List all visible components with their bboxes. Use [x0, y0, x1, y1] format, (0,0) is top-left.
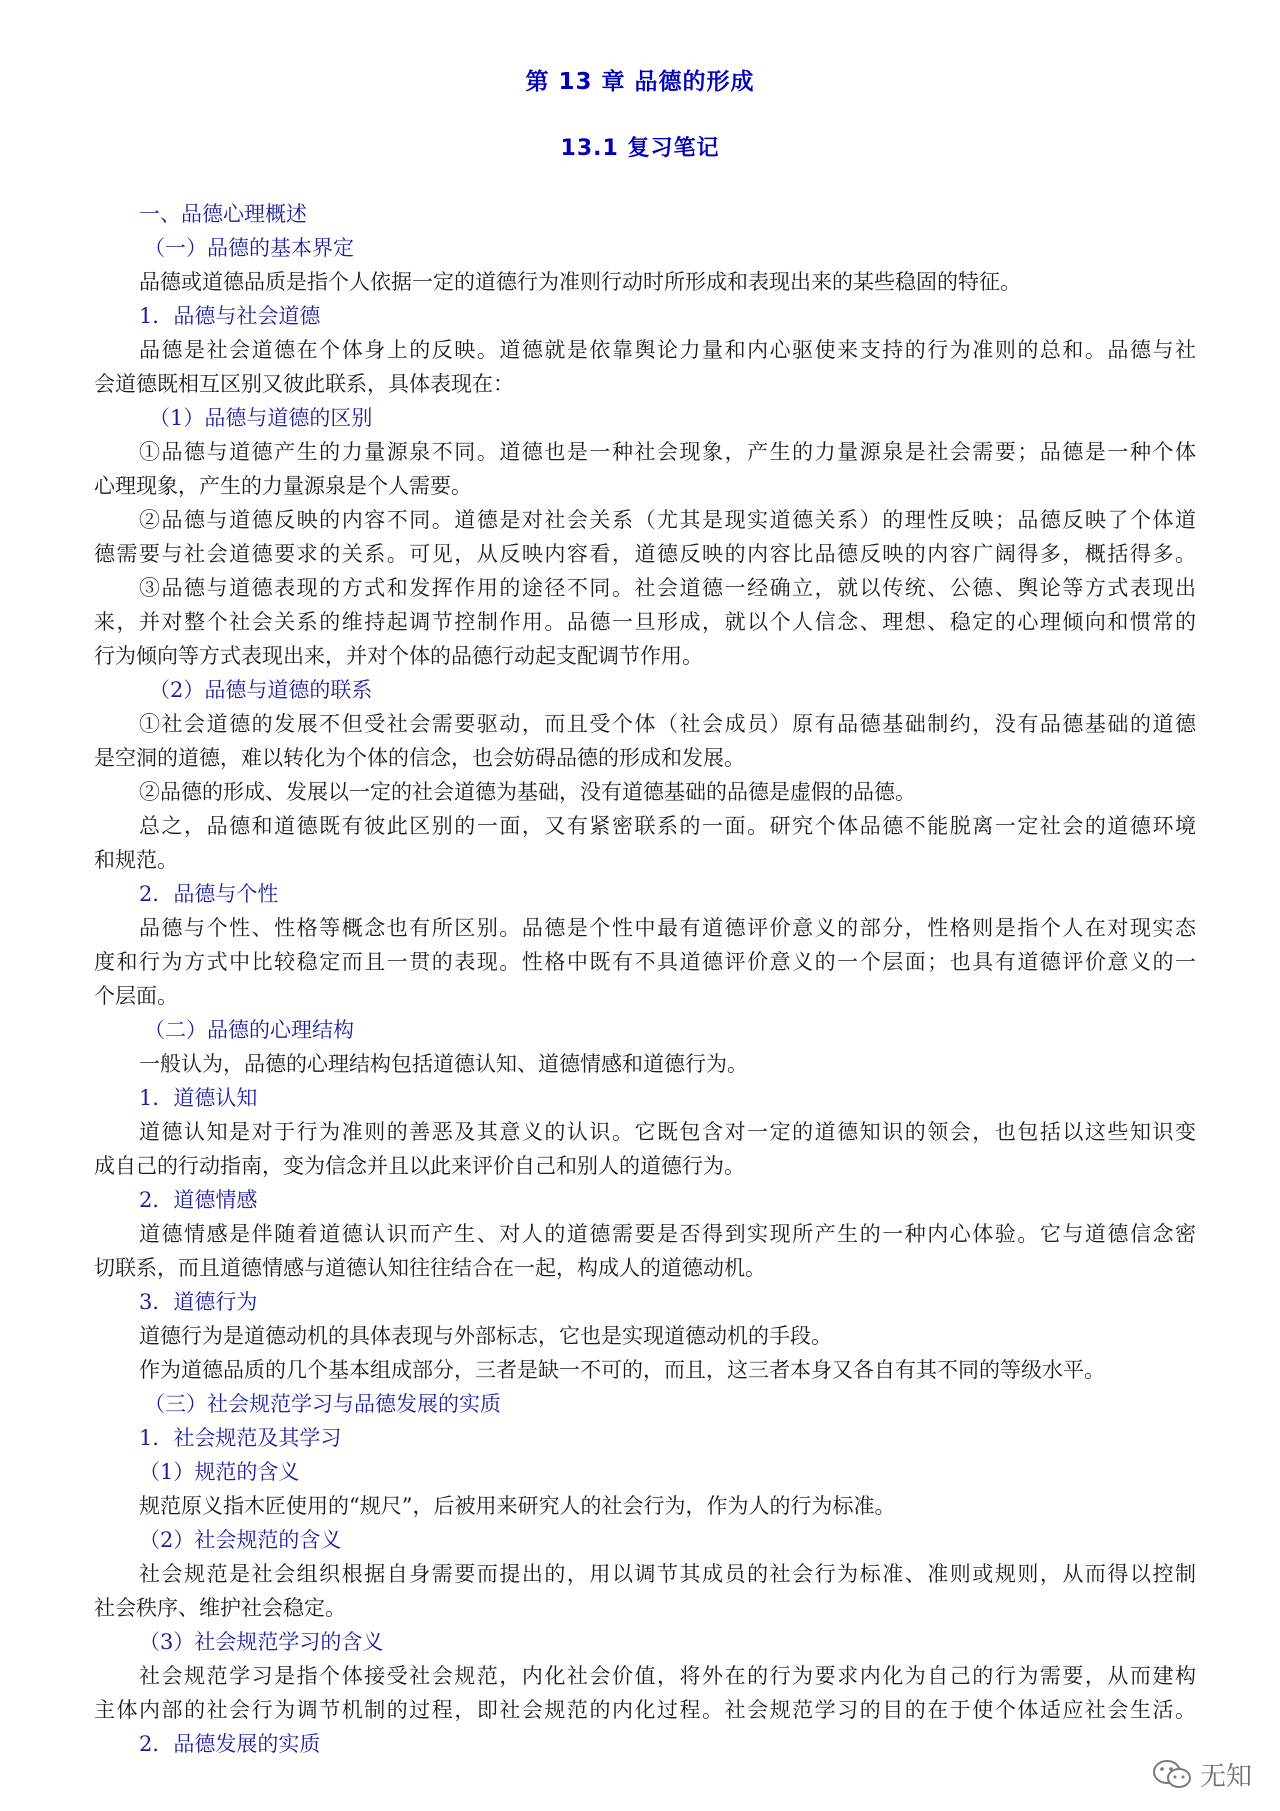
text-line: 道德行为是道德动机的具体表现与外部标志，它也是实现道德动机的手段。: [139, 1324, 832, 1348]
text-line: 心理现象，产生的力量源泉是个人需要。: [94, 474, 472, 498]
section-heading: 1．道德认知: [139, 1086, 258, 1110]
section-heading: （2）品德与道德的联系: [149, 678, 373, 702]
text-line: 来，并对整个社会关系的维持起调节控制作用。品德一旦形成，就以个人信念、理想、稳定的心理倾向和惯常的: [94, 610, 1196, 634]
text-line: 会道德既相互区别又彼此联系，具体表现在：: [94, 372, 514, 396]
text-line: 品德与个性、性格等概念也有所区别。品德是个性中最有道德评价意义的部分，性格则是指个人在对现实态: [139, 916, 1196, 940]
text-line: 社会规范学习是指个体接受社会规范，内化社会价值，将外在的行为要求内化为自己的行为需要，从而建构: [139, 1664, 1196, 1688]
section-heading: 2．品德发展的实质: [139, 1732, 321, 1756]
section-title: 13.1 复习笔记: [560, 136, 720, 161]
text-line: 道德认知是对于行为准则的善恶及其意义的认识。它既包含对一定的道德知识的领会，也包括以这些知识变: [139, 1120, 1196, 1144]
text-line: 总之，品德和道德既有彼此区别的一面，又有紧密联系的一面。研究个体品德不能脱离一定社会的道德环境: [139, 814, 1196, 838]
text-line: 一般认为，品德的心理结构包括道德认知、道德情感和道德行为。: [139, 1052, 748, 1076]
text-line: 度和行为方式中比较稳定而且一贯的表现。性格中既有不具道德评价意义的一个层面；也具有道德评价意义的一: [94, 950, 1196, 974]
text-line: ②品德与道德反映的内容不同。道德是对社会关系（尤其是现实道德关系）的理性反映；品德反映了个体道: [139, 508, 1196, 532]
section-heading: （3）社会规范学习的含义: [139, 1630, 384, 1654]
text-line: 行为倾向等方式表现出来，并对个体的品德行动起支配调节作用。: [94, 644, 703, 668]
text-line: 和规范。: [94, 848, 178, 872]
chapter-title: 第 13 章 品德的形成: [525, 69, 755, 95]
text-line: 规范原义指木匠使用的“规尺”，后被用来研究人的社会行为，作为人的行为标准。: [139, 1494, 896, 1518]
section-heading: （三）社会规范学习与品德发展的实质: [144, 1392, 501, 1416]
text-line: 社会秩序、维护社会稳定。: [94, 1596, 346, 1620]
text-line: 德需要与社会道德要求的关系。可见，从反映内容看，道德反映的内容比品德反映的内容广阔得多，概括得多。: [94, 542, 1196, 566]
section-heading: （一）品德的基本界定: [144, 236, 354, 260]
section-heading: （1）品德与道德的区别: [149, 406, 373, 430]
section-heading: 2．道德情感: [139, 1188, 258, 1212]
text-line: 是空洞的道德，难以转化为个体的信念，也会妨碍品德的形成和发展。: [94, 746, 745, 770]
watermark-text: 无知: [1199, 1762, 1252, 1792]
section-heading: 2．品德与个性: [139, 882, 279, 906]
text-line: 品德或道德品质是指个人依据一定的道德行为准则行动时所形成和表现出来的某些稳固的特征。: [139, 270, 1021, 294]
watermark: [1152, 1756, 1252, 1793]
section-heading: 3．道德行为: [139, 1290, 258, 1314]
text-line: ①社会道德的发展不但受社会需要驱动，而且受个体（社会成员）原有品德基础制约，没有品德基础的道德: [139, 712, 1196, 736]
section-heading: （二）品德的心理结构: [144, 1018, 354, 1042]
text-line: 作为道德品质的几个基本组成部分，三者是缺一不可的，而且，这三者本身又各自有其不同的等级水平。: [139, 1358, 1105, 1382]
text-line: ③品德与道德表现的方式和发挥作用的途径不同。社会道德一经确立，就以传统、公德、舆论等方式表现出: [139, 576, 1196, 600]
section-heading: 一、品德心理概述: [139, 202, 307, 226]
wechat-icon: [1152, 1758, 1192, 1792]
text-line: 道德情感是伴随着道德认识而产生、对人的道德需要是否得到实现所产生的一种内心体验。它与道德信念密: [139, 1222, 1196, 1246]
text-line: 成自己的行动指南，变为信念并且以此来评价自己和别人的道德行为。: [94, 1154, 745, 1178]
document-body: [94, 197, 1196, 1761]
text-line: 品德是社会道德在个体身上的反映。道德就是依靠舆论力量和内心驱使来支持的行为准则的总和。品德与社: [139, 338, 1196, 362]
section-heading: 1．品德与社会道德: [139, 304, 321, 328]
section-heading: （1）规范的含义: [139, 1460, 300, 1484]
text-line: 主体内部的社会行为调节机制的过程，即社会规范的内化过程。社会规范学习的目的在于使个体适应社会生活。: [94, 1698, 1196, 1722]
section-heading: （2）社会规范的含义: [139, 1528, 342, 1552]
text-line: 社会规范是社会组织根据自身需要而提出的，用以调节其成员的社会行为标准、准则或规则，从而得以控制: [139, 1562, 1196, 1586]
text-line: 切联系，而且道德情感与道德认知往往结合在一起，构成人的道德动机。: [94, 1256, 766, 1280]
text-line: ②品德的形成、发展以一定的社会道德为基础，没有道德基础的品德是虚假的品德。: [139, 780, 916, 804]
section-heading: 1．社会规范及其学习: [139, 1426, 342, 1450]
text-line: 个层面。: [94, 984, 178, 1008]
text-line: ①品德与道德产生的力量源泉不同。道德也是一种社会现象，产生的力量源泉是社会需要；品德是一种个体: [139, 440, 1196, 464]
